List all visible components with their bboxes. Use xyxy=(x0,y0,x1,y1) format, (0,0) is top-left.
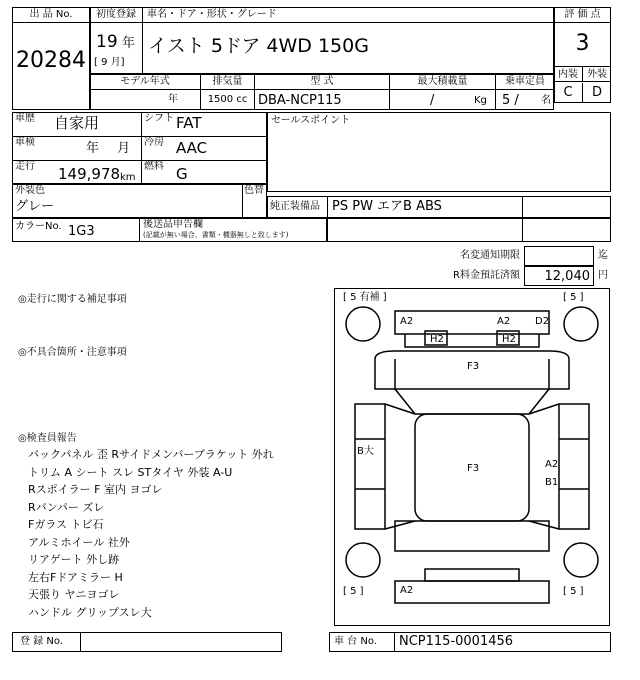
max-load-unit: Kg xyxy=(474,95,487,106)
score-label: 評 価 点 xyxy=(554,7,611,23)
type-label: 型 式 xyxy=(255,74,390,90)
reg-no-label: 登 録 No. xyxy=(20,636,63,647)
inspector-line: Fガラス トビ石 xyxy=(28,518,104,531)
recycle-label: R料金預託済額 xyxy=(453,270,520,281)
equipment-value: PS PW エアB ABS xyxy=(332,199,442,214)
damage-mark: B大 xyxy=(357,446,374,457)
first-reg-year: 19 xyxy=(96,32,118,52)
capacity-unit: 名 xyxy=(541,95,551,106)
tire-front-right xyxy=(564,307,598,341)
capacity-label: 乗車定員 xyxy=(496,74,554,90)
year-unit: 年 xyxy=(122,36,136,51)
tire-label: [ 5 ] xyxy=(563,292,584,303)
mileage-value: 149,978 xyxy=(58,165,121,183)
shift-value: FAT xyxy=(176,114,202,132)
damage-mark: A2 xyxy=(400,585,414,596)
damage-mark: A2 xyxy=(545,459,559,470)
max-load-label: 最大積載量 xyxy=(390,74,496,90)
car-name: イスト 5ドア 4WD 150G xyxy=(148,35,369,57)
inspector-line: アルミホイール 社外 xyxy=(28,535,130,549)
name-change-unit: 迄 xyxy=(598,250,608,261)
docs-label: 後送品申告欄 xyxy=(143,219,203,230)
recycle-value: 12,040 xyxy=(524,266,594,286)
interior-label: 内装 xyxy=(554,66,583,82)
displacement-value: 1500 cc xyxy=(201,90,255,110)
damage-mark: F3 xyxy=(467,361,480,372)
left-side xyxy=(355,404,385,529)
model-year-label: モデル年式 xyxy=(90,74,201,90)
tire-label: [ 5 有補 ] xyxy=(343,292,387,303)
inspector-lines xyxy=(28,446,274,621)
exterior-color-label: 外装色 xyxy=(15,185,45,196)
name-change-label: 名変通知期限 xyxy=(460,250,520,261)
damage-mark: H2 xyxy=(502,334,516,345)
first-reg-label: 初度登録 xyxy=(90,7,143,23)
tire-front-left xyxy=(346,307,380,341)
tire-label: [ 5 ] xyxy=(563,586,584,597)
color-no-value: 1G3 xyxy=(68,224,95,239)
damage-mark: H2 xyxy=(430,334,444,345)
mileage-unit: km xyxy=(120,172,136,183)
score-value: 3 xyxy=(575,31,590,56)
name-change-value xyxy=(524,246,594,266)
selling-points-label: セールスポイント xyxy=(271,115,351,126)
front-bumper xyxy=(395,311,549,334)
model-year-value: 年 xyxy=(90,90,201,110)
windshield xyxy=(395,389,549,414)
rear-gate xyxy=(395,521,549,551)
equipment-label: 純正装備品 xyxy=(270,201,320,212)
shift-label: シフト xyxy=(144,113,174,124)
inspection-value: 年 月 xyxy=(86,141,131,156)
mileage-label: 走行 xyxy=(15,161,35,172)
damage-mark: D2 xyxy=(535,316,550,327)
exterior-value: D xyxy=(591,85,602,100)
details-left xyxy=(12,112,267,184)
right-side xyxy=(559,404,589,529)
driving-notes-label: ◎走行に関する補足事項 xyxy=(18,294,127,305)
exterior-label: 外装 xyxy=(583,66,611,82)
inspector-line: 天張り ヤニヨゴレ xyxy=(28,588,120,601)
type-value: DBA-NCP115 xyxy=(255,90,390,110)
car-diagram xyxy=(334,288,610,626)
exterior-color-value: グレー xyxy=(15,199,55,214)
recycle-unit: 円 xyxy=(598,270,608,281)
fuel-value: G xyxy=(176,165,188,183)
interior-value: C xyxy=(554,83,583,103)
displacement-label: 排気量 xyxy=(201,74,255,90)
inspector-line: リアゲート 外し跡 xyxy=(28,553,120,566)
inspection-label: 車検 xyxy=(15,137,35,148)
damage-mark: B1 xyxy=(545,477,559,488)
docs-box xyxy=(327,218,611,242)
inspector-line: Rスポイラー F 室内 ヨゴレ xyxy=(28,483,163,496)
history-value: 自家用 xyxy=(54,114,100,132)
car-name-label: 車名・ドア・形状・グレード xyxy=(143,7,554,23)
inspector-line: バックパネル 歪 Rサイドメンバーブラケット 外れ xyxy=(28,448,274,461)
inspector-line: トリム A シート スレ STタイヤ 外装 A-U xyxy=(28,465,233,479)
capacity-value: 5 / xyxy=(502,93,519,108)
tire-rear-right xyxy=(564,543,598,577)
first-reg-month: [ 9 月] xyxy=(94,57,125,68)
color-no-label: カラーNo. xyxy=(15,221,62,232)
inspector-line: 左右Fドアミラー H xyxy=(28,570,123,584)
damage-mark: A2 xyxy=(497,316,511,327)
ac-value: AAC xyxy=(176,139,208,157)
fuel-label: 燃料 xyxy=(144,161,164,172)
damage-mark: F3 xyxy=(467,463,480,474)
tire-label: [ 5 ] xyxy=(343,586,364,597)
color-change-label: 色替 xyxy=(244,185,264,196)
defects-label: ◎不具合箇所・注意事項 xyxy=(18,347,127,358)
damage-mark: A2 xyxy=(400,316,414,327)
history-label: 車歴 xyxy=(15,113,35,124)
inspector-label: ◎検査員報告 xyxy=(18,433,77,444)
tire-rear-left xyxy=(346,543,380,577)
chassis-label: 車 台 No. xyxy=(334,636,377,647)
max-load-value: / xyxy=(430,93,435,108)
inspector-line: Rバンパー ズレ xyxy=(28,500,105,514)
lot-number: 20284 xyxy=(16,48,86,73)
rear-bumper xyxy=(395,581,549,603)
chassis-value: NCP115-0001456 xyxy=(399,634,514,649)
lot-label: 出 品 No. xyxy=(12,7,90,23)
car-diagram-svg xyxy=(335,289,609,625)
inspector-line: ハンドル グリップスレ大 xyxy=(28,605,152,619)
ac-label: 冷房 xyxy=(144,137,164,148)
docs-note: (記載が無い場合、書類・機器無しと致します) xyxy=(143,231,289,239)
rear-plate xyxy=(425,569,519,581)
